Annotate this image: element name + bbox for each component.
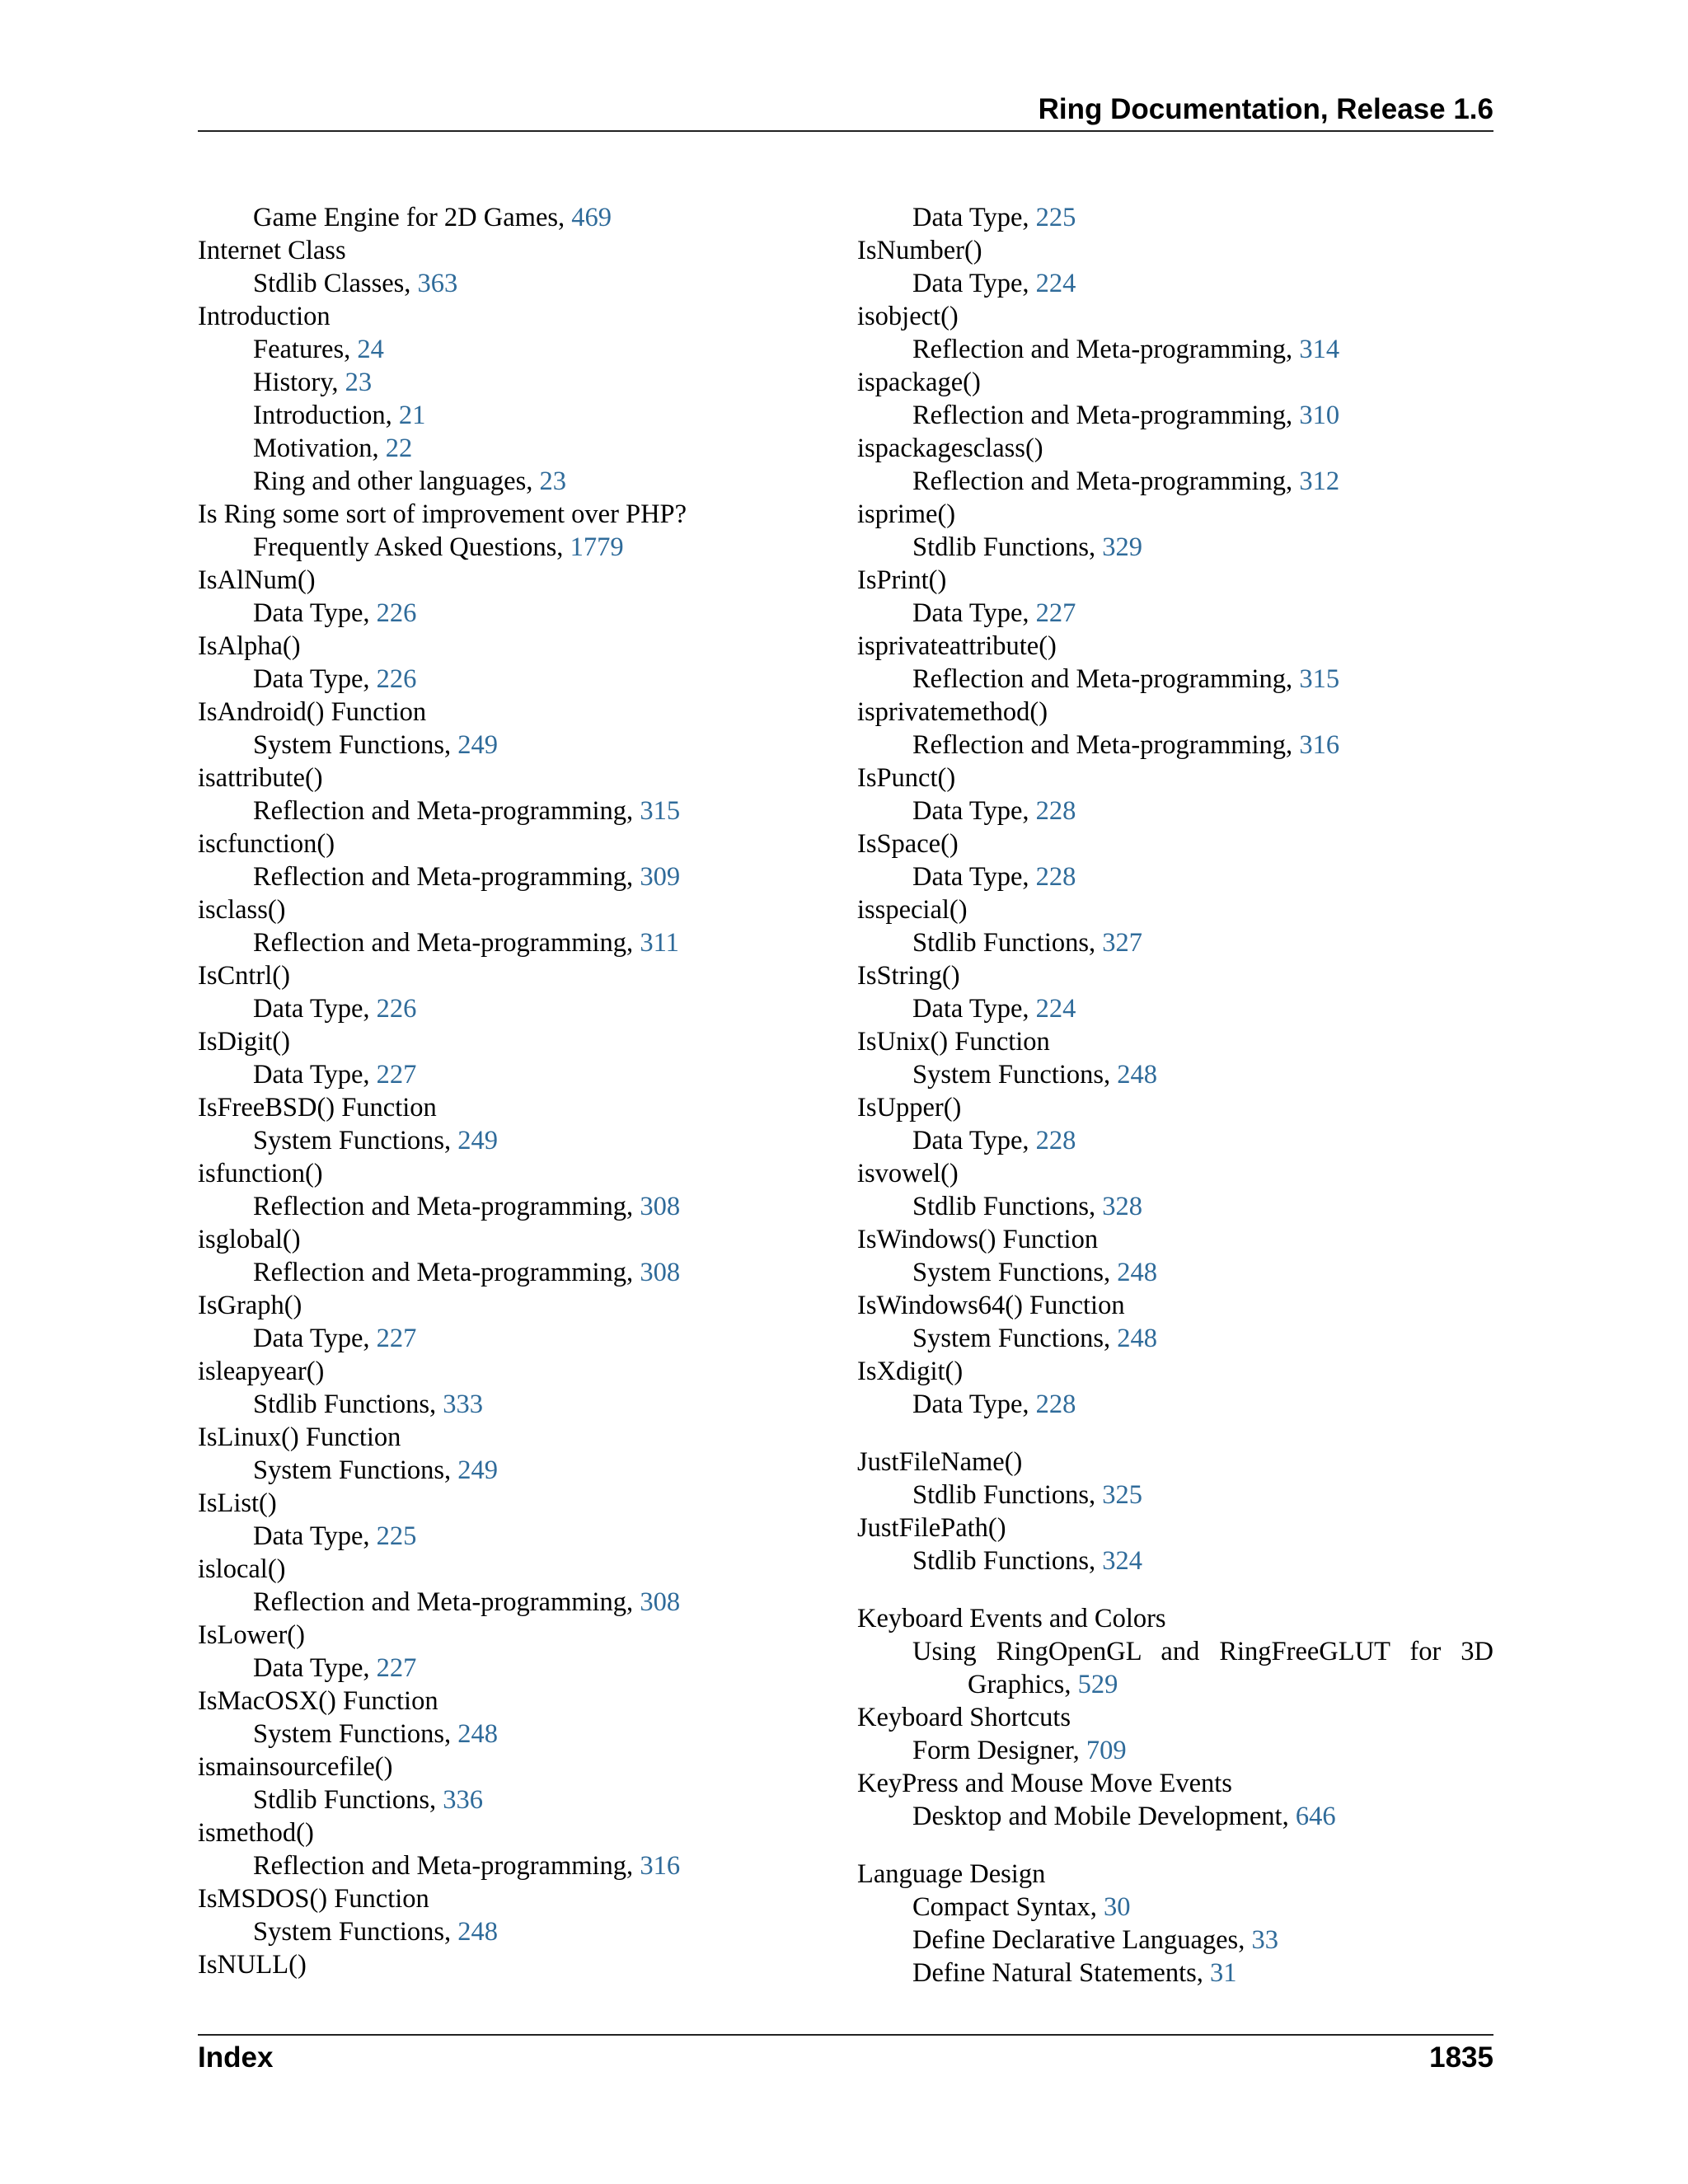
index-entry (198, 1421, 709, 1454)
index-subentry (198, 1322, 709, 1355)
index-entry-text: Language Design (857, 1859, 1046, 1889)
index-entry-text: Stdlib Functions, (912, 532, 1103, 562)
index-entry (198, 1289, 709, 1322)
index-subentry (857, 1388, 1493, 1421)
index-entry-text: Data Type, (912, 1390, 1036, 1419)
index-entry-text: isprivateattribute() (857, 631, 1057, 661)
footer-page-number: 1835 (1429, 2041, 1493, 2074)
page-link[interactable]: 228 (1035, 1390, 1076, 1419)
index-subentry (857, 794, 1493, 827)
index-entry-text: isleapyear() (198, 1357, 325, 1386)
index-entry (198, 1025, 709, 1058)
index-subentry (198, 1454, 709, 1487)
page-link[interactable]: 228 (1035, 862, 1076, 892)
index-entry-text: IsDigit() (198, 1027, 290, 1057)
index-subentry (198, 366, 709, 399)
page-link[interactable]: 249 (457, 730, 499, 760)
index-entry-text: Reflection and Meta-programming, (912, 730, 1300, 760)
index-entry (857, 498, 1493, 531)
index-entry-text: Data Type, (912, 269, 1036, 298)
index-entry-text: IsString() (857, 961, 960, 991)
index-entry (198, 893, 709, 926)
page-link[interactable]: 249 (457, 1455, 499, 1485)
page-link[interactable]: 1779 (570, 532, 624, 562)
index-subentry (857, 1479, 1493, 1511)
page-link[interactable]: 33 (1251, 1925, 1278, 1955)
index-entry-text: isobject() (857, 302, 959, 331)
index-entry-text: IsFreeBSD() Function (198, 1093, 437, 1122)
page-link[interactable]: 248 (1117, 1324, 1158, 1353)
index-entry-text: Define Declarative Languages, (912, 1925, 1252, 1955)
index-entry-text: KeyPress and Mouse Move Events (857, 1769, 1232, 1798)
index-subentry (857, 1124, 1493, 1157)
index-entry (198, 1750, 709, 1783)
index-entry (857, 696, 1493, 729)
index-entry-text: Game Engine for 2D Games, (253, 203, 572, 232)
page-link[interactable]: 225 (376, 1521, 417, 1551)
index-entry-text: isclass() (198, 895, 286, 925)
index-entry-text: System Functions, (253, 1719, 458, 1749)
index-entry-text: Data Type, (253, 1060, 377, 1090)
index-entry (857, 762, 1493, 794)
index-subentry (857, 1256, 1493, 1289)
index-entry-text: IsList() (198, 1488, 277, 1518)
index-subentry (198, 1849, 709, 1882)
index-entry-text: Is Ring some sort of improvement over PHP? (198, 499, 687, 529)
index-entry-text: Features, (253, 335, 358, 364)
page-link[interactable]: 226 (376, 994, 417, 1024)
index-subentry (857, 992, 1493, 1025)
index-subentry (198, 531, 709, 564)
page-link[interactable]: 226 (376, 664, 417, 694)
page-link[interactable]: 227 (376, 1653, 417, 1683)
page-footer (198, 2041, 1493, 2075)
index-entry-text: IsPrint() (857, 565, 947, 595)
index-entry-text: Reflection and Meta-programming, (912, 664, 1300, 694)
index-entry-text: Data Type, (912, 598, 1036, 628)
index-entry-text: Stdlib Functions, (253, 1785, 443, 1815)
index-entry-text: Introduction, (253, 401, 399, 430)
index-subentry (857, 1322, 1493, 1355)
index-entry (198, 1685, 709, 1718)
header-rule (198, 130, 1493, 132)
index-subentry (857, 663, 1493, 696)
page-link[interactable]: 21 (398, 401, 426, 430)
index-entry-text: Reflection and Meta-programming, (912, 401, 1300, 430)
page-link[interactable]: 709 (1085, 1736, 1127, 1765)
index-entry-text: Reflection and Meta-programming, (253, 862, 640, 892)
index-entry (198, 1157, 709, 1190)
index-subentry (198, 1783, 709, 1816)
index-entry-text: Reflection and Meta-programming, (912, 335, 1300, 364)
index-entry-text: IsAlpha() (198, 631, 301, 661)
index-entry-text: isspecial() (857, 895, 968, 925)
index-entry-text: IsLower() (198, 1620, 305, 1650)
index-entry (857, 366, 1493, 399)
page-link[interactable]: 228 (1035, 1126, 1076, 1155)
index-subentry (857, 1924, 1493, 1957)
index-entry-text: Data Type, (253, 994, 377, 1024)
index-entry-text: Data Type, (912, 1126, 1036, 1155)
page-link[interactable]: 224 (1035, 994, 1076, 1024)
page-link[interactable]: 224 (1035, 269, 1076, 298)
page-link[interactable]: 226 (376, 598, 417, 628)
page-header: Ring Documentation, Release 1.6 (1038, 93, 1493, 125)
page-link[interactable]: 308 (640, 1258, 681, 1287)
index-subentry (198, 597, 709, 630)
page-link[interactable]: 469 (571, 203, 612, 232)
index-entry (857, 1858, 1493, 1891)
index-entry (857, 300, 1493, 333)
index-entry-text: IsMacOSX() Function (198, 1686, 438, 1716)
index-entry-text: Reflection and Meta-programming, (253, 1851, 640, 1881)
page-link[interactable]: 308 (640, 1587, 681, 1617)
index-entry-text: Data Type, (253, 1521, 377, 1551)
index-entry-text: iscfunction() (198, 829, 335, 859)
index-subentry (857, 597, 1493, 630)
index-entry (198, 762, 709, 794)
index-subentry (857, 267, 1493, 300)
index-entry (198, 1619, 709, 1652)
index-entry-text: IsCntrl() (198, 961, 290, 991)
index-subentry (857, 531, 1493, 564)
page-link[interactable]: 328 (1102, 1192, 1142, 1221)
index-entry (198, 234, 709, 267)
index-subentry (857, 333, 1493, 366)
index-entry (857, 1289, 1493, 1322)
index-entry-text: Stdlib Functions, (912, 1546, 1103, 1576)
index-entry (198, 959, 709, 992)
index-entry (198, 1091, 709, 1124)
index-entry (857, 1091, 1493, 1124)
index-entry-text: Data Type, (912, 862, 1036, 892)
index-subentry (198, 860, 709, 893)
index-entry-text: System Functions, (253, 1126, 458, 1155)
index-subentry (857, 1800, 1493, 1833)
page-link[interactable]: 336 (443, 1785, 483, 1815)
index-entry-text: Ring and other languages, (253, 466, 540, 496)
page-link[interactable]: 31 (1210, 1958, 1237, 1988)
index-entry-text: JustFilePath() (857, 1513, 1006, 1543)
page-link[interactable]: 228 (1035, 796, 1076, 826)
index-subentry (198, 926, 709, 959)
index-entry-text: Frequently Asked Questions, (253, 532, 570, 562)
index-entry-text: Keyboard Shortcuts (857, 1703, 1071, 1732)
index-entry-text: Stdlib Functions, (253, 1390, 443, 1419)
index-entry-text: isprivatemethod() (857, 697, 1048, 727)
page-link[interactable]: 333 (443, 1390, 483, 1419)
index-subentry (857, 201, 1493, 234)
page-link[interactable]: 529 (1077, 1670, 1118, 1699)
page-link[interactable]: 24 (357, 335, 384, 364)
index-entry (198, 1553, 709, 1586)
index-subentry (198, 432, 709, 465)
page-link[interactable]: 327 (1102, 928, 1142, 958)
index-entry-text: System Functions, (912, 1258, 1118, 1287)
index-entry (198, 1487, 709, 1520)
index-subentry (857, 926, 1493, 959)
index-entry-text: isattribute() (198, 763, 323, 793)
page-link[interactable]: 248 (1117, 1258, 1158, 1287)
index-entry-text: isglobal() (198, 1225, 301, 1254)
index-subentry (198, 992, 709, 1025)
index-subentry (198, 1652, 709, 1685)
index-entry-text: IsNumber() (857, 236, 982, 265)
index-entry-text: Data Type, (912, 994, 1036, 1024)
index-entry-text: System Functions, (253, 730, 458, 760)
index-entry-text: Reflection and Meta-programming, (253, 1258, 640, 1287)
index-subentry (857, 465, 1493, 498)
index-subentry (857, 1190, 1493, 1223)
page-link[interactable]: 309 (640, 862, 681, 892)
index-subentry (198, 465, 709, 498)
index-subentry (857, 1957, 1493, 1990)
index-entry-text: IsXdigit() (857, 1357, 964, 1386)
index-entry-text: IsLinux() Function (198, 1422, 401, 1452)
index-entry-text: Data Type, (912, 796, 1036, 826)
index-column-right (857, 201, 1493, 1990)
page-link[interactable]: 311 (640, 928, 679, 958)
index-subentry (198, 1388, 709, 1421)
index-entry-text: System Functions, (912, 1324, 1118, 1353)
index-entry-text: isprime() (857, 499, 956, 529)
index-subentry (198, 729, 709, 762)
index-entry-text: History, (253, 368, 345, 397)
index-entry-text: IsWindows() Function (857, 1225, 1099, 1254)
index-subentry (198, 1256, 709, 1289)
index-subentry (198, 1718, 709, 1750)
index-entry-text: IsPunct() (857, 763, 956, 793)
index-entry-text: Introduction (198, 302, 331, 331)
index-entry (857, 432, 1493, 465)
index-entry-text: Stdlib Functions, (912, 928, 1103, 958)
index-entry-text: ismethod() (198, 1818, 314, 1848)
index-entry (857, 959, 1493, 992)
index-entry (198, 498, 709, 531)
index-subentry (198, 1058, 709, 1091)
index-entry-text: System Functions, (253, 1917, 458, 1947)
footer-rule (198, 2034, 1493, 2036)
index-entry-text: Motivation, (253, 434, 386, 463)
index-subentry (857, 1734, 1493, 1767)
index-entry-text: JustFileName() (857, 1447, 1023, 1477)
index-entry (857, 1157, 1493, 1190)
page-link[interactable]: 30 (1104, 1892, 1131, 1922)
index-entry-text: Define Natural Statements, (912, 1958, 1210, 1988)
index-entry-text: Data Type, (253, 598, 377, 628)
index-entry-text: Data Type, (253, 1324, 377, 1353)
page-link[interactable]: 325 (1102, 1480, 1142, 1510)
page-link[interactable]: 308 (640, 1192, 681, 1221)
index-entry-text: Form Designer, (912, 1736, 1086, 1765)
index-subentry (857, 1891, 1493, 1924)
page-link[interactable]: 23 (539, 466, 566, 496)
index-entry (198, 1948, 709, 1981)
index-entry (857, 1602, 1493, 1635)
index-entry-text: IsAlNum() (198, 565, 316, 595)
page-link[interactable]: 248 (1117, 1060, 1158, 1090)
page-link[interactable]: 225 (1035, 203, 1076, 232)
index-entry-text: isfunction() (198, 1159, 323, 1188)
index-entry-text: Desktop and Mobile Development, (912, 1802, 1296, 1831)
index-entry (857, 1701, 1493, 1734)
index-entry (857, 1511, 1493, 1544)
index-entry-text: Data Type, (912, 203, 1036, 232)
index-entry-text: Internet Class (198, 236, 346, 265)
index-subentry (857, 1544, 1493, 1577)
page-link[interactable]: 248 (457, 1719, 499, 1749)
page-link[interactable]: 227 (376, 1060, 417, 1090)
page-link[interactable]: 315 (640, 796, 681, 826)
page-link[interactable]: 646 (1295, 1802, 1336, 1831)
page-link[interactable]: 310 (1299, 401, 1340, 430)
page-link[interactable]: 314 (1299, 335, 1340, 364)
index-entry (857, 1767, 1493, 1800)
index-entry-text: Using RingOpenGL and RingFreeGLUT for 3D Graphics, (912, 1637, 1493, 1699)
index-entry-text: IsWindows64() Function (857, 1291, 1125, 1320)
index-subentry (198, 399, 709, 432)
index-subentry (198, 267, 709, 300)
index-entry-text: System Functions, (912, 1060, 1118, 1090)
index-subentry (857, 860, 1493, 893)
index-entry-text: Stdlib Functions, (912, 1480, 1103, 1510)
footer-section: Index (198, 2041, 274, 2074)
index-entry-text: Reflection and Meta-programming, (253, 1587, 640, 1617)
page-link[interactable]: 316 (1299, 730, 1340, 760)
index-subentry (857, 729, 1493, 762)
index-entry-text: Reflection and Meta-programming, (253, 1192, 640, 1221)
index-entry (198, 630, 709, 663)
index-entry (857, 1355, 1493, 1388)
index-entry-text: IsAndroid() Function (198, 697, 427, 727)
index-entry-text: IsUnix() Function (857, 1027, 1050, 1057)
page-link[interactable]: 227 (1035, 598, 1076, 628)
index-entry (198, 1816, 709, 1849)
page-link[interactable]: 324 (1102, 1546, 1142, 1576)
index-subentry (857, 399, 1493, 432)
page-link[interactable]: 363 (417, 269, 458, 298)
index-entry-text: IsSpace() (857, 829, 959, 859)
index-subentry (857, 1058, 1493, 1091)
index-subentry (198, 201, 709, 234)
index-entry (198, 827, 709, 860)
index-entry-text: IsUpper() (857, 1093, 962, 1122)
index-subentry (198, 333, 709, 366)
index-entry-text: Data Type, (253, 664, 377, 694)
index-subentry (198, 663, 709, 696)
index-entry-text: Stdlib Classes, (253, 269, 418, 298)
page-link[interactable]: 312 (1299, 466, 1340, 496)
index-entry (198, 1882, 709, 1915)
index-subentry (198, 1190, 709, 1223)
index-subentry (857, 1635, 1493, 1701)
index-entry (857, 827, 1493, 860)
page-link[interactable]: 227 (376, 1324, 417, 1353)
index-entry (857, 234, 1493, 267)
index-entry-text: IsGraph() (198, 1291, 302, 1320)
index-entry (857, 630, 1493, 663)
page-link[interactable]: 315 (1299, 664, 1340, 694)
index-entry (198, 564, 709, 597)
index-subentry (198, 1124, 709, 1157)
index-entry-text: System Functions, (253, 1455, 458, 1485)
index-entry-text: Stdlib Functions, (912, 1192, 1103, 1221)
page-link[interactable]: 248 (457, 1917, 499, 1947)
index-entry-text: Keyboard Events and Colors (857, 1604, 1166, 1633)
index-entry-text: isvowel() (857, 1159, 959, 1188)
index-subentry (198, 794, 709, 827)
index-entry-text: ispackagesclass() (857, 434, 1043, 463)
index-entry-text: ispackage() (857, 368, 981, 397)
index-subentry (198, 1586, 709, 1619)
index-entry-text: IsMSDOS() Function (198, 1884, 429, 1914)
index-entry (857, 564, 1493, 597)
index-entry-text: Data Type, (253, 1653, 377, 1683)
index-entry (198, 300, 709, 333)
index-entry-text: Reflection and Meta-programming, (253, 928, 640, 958)
index-subentry (198, 1915, 709, 1948)
index-entry (198, 1223, 709, 1256)
index-entry-text: islocal() (198, 1554, 286, 1584)
index-entry (857, 1025, 1493, 1058)
index-entry-text: ismainsourcefile() (198, 1752, 393, 1782)
index-entry (198, 696, 709, 729)
index-entry (857, 1223, 1493, 1256)
index-entry (198, 1355, 709, 1388)
page-link[interactable]: 22 (385, 434, 413, 463)
index-subentry (198, 1520, 709, 1553)
page-link[interactable]: 316 (640, 1851, 681, 1881)
index-entry (857, 893, 1493, 926)
index-entry-text: IsNULL() (198, 1950, 307, 1980)
index-entry-text: Reflection and Meta-programming, (253, 796, 640, 826)
index-entry (857, 1446, 1493, 1479)
page-link[interactable]: 23 (345, 368, 373, 397)
index-column-left (198, 201, 709, 1981)
index-entry-text: Reflection and Meta-programming, (912, 466, 1300, 496)
page-link[interactable]: 329 (1102, 532, 1142, 562)
index-entry-text: Compact Syntax, (912, 1892, 1104, 1922)
page-link[interactable]: 249 (457, 1126, 499, 1155)
